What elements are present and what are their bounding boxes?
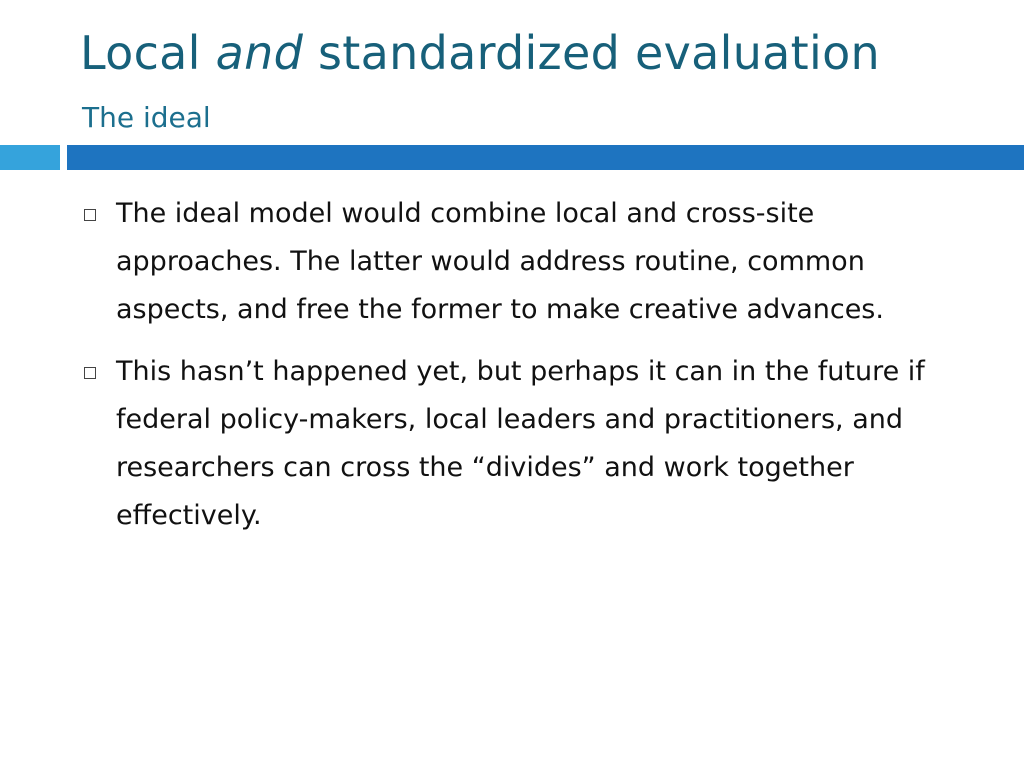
square-bullet-icon [84,367,96,379]
title-suffix: standardized evaluation [303,26,880,80]
title-emphasis: and [215,26,304,80]
bullet-item [84,190,984,334]
accent-bar-right [67,145,1024,170]
slide-subtitle: The ideal [82,101,211,134]
accent-bar-left [0,145,60,170]
bullet-list [84,190,984,554]
square-bullet-icon [84,209,96,221]
title-prefix: Local [80,26,216,80]
bullet-text: The ideal model would combine local and cross-site approaches. The latter would address routine, common aspects, and free the former to make creative advances. [116,198,884,325]
slide-title [80,28,880,79]
bullet-item [84,348,984,540]
bullet-text: This hasn’t happened yet, but perhaps it can in the future if federal policy-makers, local leaders and practitioners, and researchers can cross the “divides” and work together effectively. [116,356,925,531]
